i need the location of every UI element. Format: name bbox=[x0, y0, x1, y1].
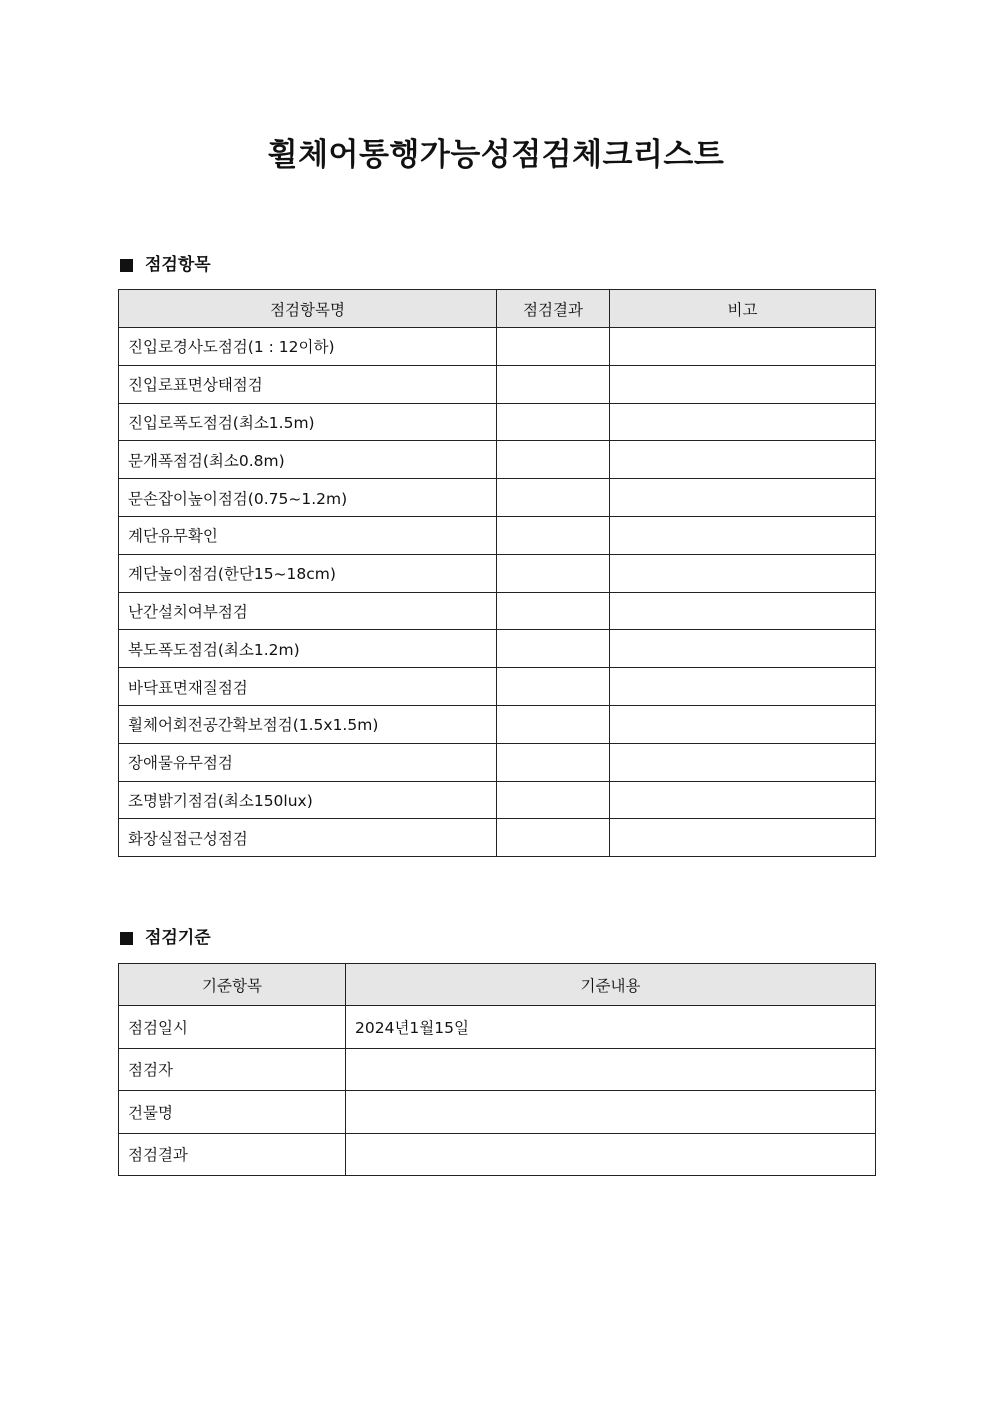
table-row bbox=[119, 592, 876, 630]
item-name-cell: 복도폭도점검(최소1.2m) bbox=[119, 630, 497, 668]
criteria-content-cell[interactable]: 2024년1월15일 bbox=[346, 1006, 876, 1049]
result-cell[interactable] bbox=[497, 479, 610, 517]
criteria-content-cell[interactable] bbox=[346, 1091, 876, 1134]
note-cell[interactable] bbox=[610, 743, 876, 781]
item-name-cell: 바닥표면재질점검 bbox=[119, 668, 497, 706]
criteria-item-cell: 점검일시 bbox=[119, 1006, 346, 1049]
table-row bbox=[119, 1006, 876, 1049]
note-cell[interactable] bbox=[610, 819, 876, 857]
table-row bbox=[119, 1048, 876, 1091]
note-cell[interactable] bbox=[610, 403, 876, 441]
table-row bbox=[119, 328, 876, 366]
square-bullet-icon bbox=[120, 259, 133, 272]
criteria-content-cell[interactable] bbox=[346, 1133, 876, 1176]
result-cell[interactable] bbox=[497, 592, 610, 630]
table-row bbox=[119, 516, 876, 554]
item-name-cell: 장애물유무점검 bbox=[119, 743, 497, 781]
item-name-cell: 진입로경사도점검(1 : 12이하) bbox=[119, 328, 497, 366]
item-name-cell: 진입로표면상태점검 bbox=[119, 365, 497, 403]
item-name-cell: 화장실접근성점검 bbox=[119, 819, 497, 857]
item-name-cell: 문손잡이높이점검(0.75~1.2m) bbox=[119, 479, 497, 517]
table-row bbox=[119, 630, 876, 668]
criteria-item-cell: 건물명 bbox=[119, 1091, 346, 1134]
table-row bbox=[119, 365, 876, 403]
column-header-result: 점검결과 bbox=[497, 290, 610, 328]
item-name-cell: 문개폭점검(최소0.8m) bbox=[119, 441, 497, 479]
result-cell[interactable] bbox=[497, 403, 610, 441]
table-row bbox=[119, 705, 876, 743]
table-row bbox=[119, 668, 876, 706]
note-cell[interactable] bbox=[610, 516, 876, 554]
table-row bbox=[119, 441, 876, 479]
column-header-criteria-content: 기준내용 bbox=[346, 964, 876, 1006]
inspection-items-table bbox=[118, 289, 876, 857]
note-cell[interactable] bbox=[610, 479, 876, 517]
table-row bbox=[119, 1133, 876, 1176]
result-cell[interactable] bbox=[497, 743, 610, 781]
criteria-table bbox=[118, 963, 876, 1176]
section-heading-label: 점검항목 bbox=[145, 255, 211, 275]
note-cell[interactable] bbox=[610, 705, 876, 743]
section-heading-criteria bbox=[120, 926, 211, 950]
result-cell[interactable] bbox=[497, 781, 610, 819]
note-cell[interactable] bbox=[610, 441, 876, 479]
note-cell[interactable] bbox=[610, 554, 876, 592]
table-row bbox=[119, 403, 876, 441]
column-header-item-name: 점검항목명 bbox=[119, 290, 497, 328]
result-cell[interactable] bbox=[497, 819, 610, 857]
page-title: 휠체어통행가능성점검체크리스트 bbox=[267, 137, 725, 173]
item-name-cell: 난간설치여부점검 bbox=[119, 592, 497, 630]
note-cell[interactable] bbox=[610, 328, 876, 366]
table-row bbox=[119, 781, 876, 819]
result-cell[interactable] bbox=[497, 705, 610, 743]
table-row bbox=[119, 479, 876, 517]
item-name-cell: 계단높이점검(한단15~18cm) bbox=[119, 554, 497, 592]
result-cell[interactable] bbox=[497, 328, 610, 366]
criteria-item-cell: 점검결과 bbox=[119, 1133, 346, 1176]
note-cell[interactable] bbox=[610, 365, 876, 403]
note-cell[interactable] bbox=[610, 630, 876, 668]
square-bullet-icon bbox=[120, 932, 133, 945]
result-cell[interactable] bbox=[497, 365, 610, 403]
table-header-row bbox=[119, 290, 876, 328]
result-cell[interactable] bbox=[497, 516, 610, 554]
item-name-cell: 조명밝기점검(최소150lux) bbox=[119, 781, 497, 819]
result-cell[interactable] bbox=[497, 630, 610, 668]
result-cell[interactable] bbox=[497, 554, 610, 592]
result-cell[interactable] bbox=[497, 668, 610, 706]
table-row bbox=[119, 743, 876, 781]
item-name-cell: 계단유무확인 bbox=[119, 516, 497, 554]
note-cell[interactable] bbox=[610, 668, 876, 706]
table-header-row bbox=[119, 964, 876, 1006]
result-cell[interactable] bbox=[497, 441, 610, 479]
note-cell[interactable] bbox=[610, 592, 876, 630]
criteria-item-cell: 점검자 bbox=[119, 1048, 346, 1091]
table-row bbox=[119, 554, 876, 592]
criteria-content-cell[interactable] bbox=[346, 1048, 876, 1091]
section-heading-label: 점검기준 bbox=[145, 928, 211, 948]
table-row bbox=[119, 819, 876, 857]
note-cell[interactable] bbox=[610, 781, 876, 819]
column-header-criteria-item: 기준항목 bbox=[119, 964, 346, 1006]
column-header-note: 비고 bbox=[610, 290, 876, 328]
section-heading-inspection-items bbox=[120, 253, 211, 277]
item-name-cell: 휠체어회전공간확보점검(1.5x1.5m) bbox=[119, 705, 497, 743]
table-row bbox=[119, 1091, 876, 1134]
item-name-cell: 진입로폭도점검(최소1.5m) bbox=[119, 403, 497, 441]
